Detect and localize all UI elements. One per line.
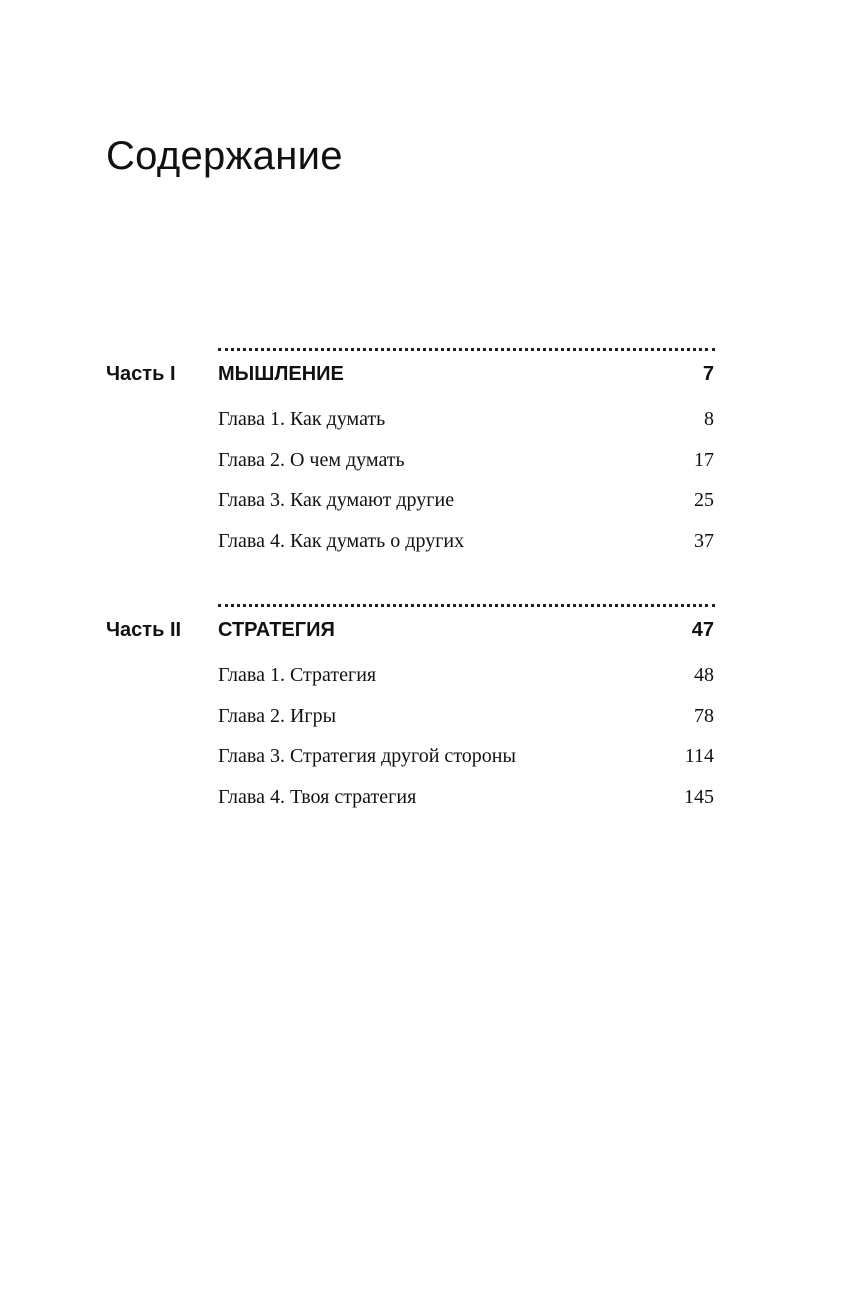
chapter-page-number: 25 <box>694 489 714 511</box>
page-title: Содержание <box>106 134 343 178</box>
chapter-entry <box>218 486 714 527</box>
part-name: СТРАТЕГИЯ <box>218 619 335 641</box>
chapter-page-number: 48 <box>694 664 714 686</box>
chapter-page-number: 78 <box>694 704 714 727</box>
part-label: Часть I <box>106 363 176 385</box>
chapter-entry <box>218 783 714 824</box>
part-name: МЫШЛЕНИЕ <box>218 363 344 385</box>
chapter-entry <box>218 661 714 702</box>
chapter-entry <box>218 702 714 743</box>
part-page-number: 7 <box>702 363 714 385</box>
chapter-page-number: 145 <box>684 785 714 808</box>
chapter-title: Глава 4. Твоя стратегия <box>218 785 417 808</box>
chapter-title: Глава 2. О чем думать <box>218 448 405 471</box>
chapter-entry <box>218 405 714 446</box>
chapter-title: Глава 4. Как думать о других <box>218 529 465 552</box>
dotted-divider <box>218 604 715 607</box>
part-page-number: 47 <box>691 619 714 641</box>
part-label: Часть II <box>106 619 182 641</box>
chapter-list <box>218 661 714 823</box>
dotted-divider <box>218 348 715 351</box>
chapter-title: Глава 2. Игры <box>218 704 337 727</box>
chapter-title: Глава 3. Как думают другие <box>218 489 455 511</box>
chapter-list <box>218 405 714 567</box>
chapter-page-number: 114 <box>684 745 714 767</box>
chapter-title: Глава 1. Как думать <box>218 408 386 430</box>
chapter-title: Глава 1. Стратегия <box>218 664 377 686</box>
chapter-entry <box>218 742 714 783</box>
chapter-page-number: 8 <box>704 408 714 430</box>
chapter-page-number: 37 <box>694 529 714 552</box>
chapter-page-number: 17 <box>694 448 714 471</box>
chapter-entry <box>218 527 714 568</box>
chapter-title: Глава 3. Стратегия другой стороны <box>218 745 516 767</box>
chapter-entry <box>218 446 714 487</box>
